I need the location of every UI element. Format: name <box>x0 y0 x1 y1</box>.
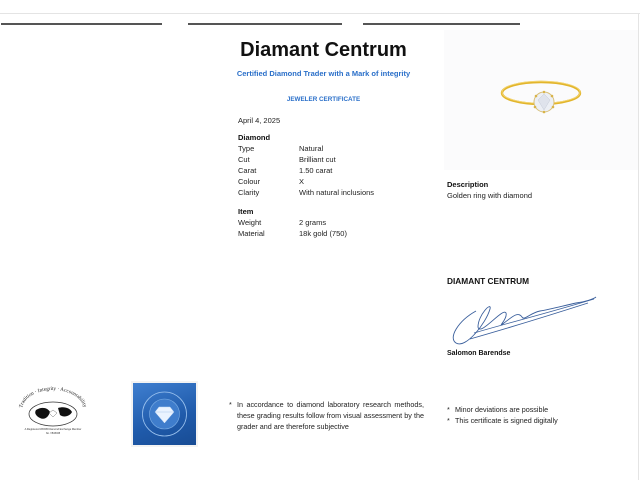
svg-text:No. VB15038: No. VB15038 <box>45 432 61 435</box>
row-value: With natural inclusions <box>299 188 375 197</box>
row-label: Weight <box>238 218 262 227</box>
bullet: * <box>447 416 450 425</box>
row-label: Colour <box>238 177 261 186</box>
divider-left <box>1 23 162 25</box>
page-top-border <box>0 13 640 14</box>
diamond-row-colour <box>238 177 428 188</box>
page-right-border <box>638 13 639 480</box>
document-type: JEWELER CERTIFICATE <box>286 96 361 103</box>
svg-text:Tradition · Integrity · Accoun: Tradition · Integrity · Accountability <box>18 385 88 409</box>
item-row-weight <box>238 218 428 229</box>
diamond-icon <box>133 383 196 445</box>
brand-title: Diamant Centrum <box>240 39 407 61</box>
row-label: Carat <box>238 166 257 175</box>
diamond-row-cut <box>238 155 428 166</box>
seal-background <box>133 383 196 445</box>
ring-photo <box>444 30 638 170</box>
bullet: * <box>447 405 450 414</box>
wfdb-member-logo <box>14 384 92 436</box>
section-title-item: Item <box>238 207 254 216</box>
diamond-row-clarity <box>238 188 428 199</box>
globe-emblem-icon <box>14 384 92 436</box>
row-value: Natural <box>299 144 324 153</box>
footnote-grading <box>229 399 424 432</box>
diamond-row-carat <box>238 166 428 177</box>
footnote-text: Minor deviations are possible <box>455 405 549 414</box>
footnote-item <box>447 416 558 427</box>
brand-tagline: Certified Diamond Trader with a Mark of integrity <box>236 69 411 78</box>
svg-text:A Registered WFDB Diamond Exch: A Registered WFDB Diamond Exchange Member <box>24 428 82 431</box>
footnotes-list <box>447 405 558 427</box>
item-row-material <box>238 229 428 240</box>
signature-scribble-icon <box>448 293 598 348</box>
row-label: Material <box>238 229 265 238</box>
description-text: Golden ring with diamond <box>447 191 533 200</box>
ring-icon <box>444 30 638 170</box>
signer-name: Salomon Barendse <box>447 350 511 357</box>
footnote-item <box>447 405 558 416</box>
signature-company: DIAMANT CENTRUM <box>447 276 530 286</box>
bullet: * <box>229 400 232 409</box>
row-label: Type <box>238 144 255 153</box>
row-value: Brilliant cut <box>299 155 336 164</box>
row-label: Clarity <box>238 188 260 197</box>
diamond-row-type <box>238 144 428 155</box>
footnote-text: In accordance to diamond laboratory research methods, these grading results follow from visual assessment by the grader and are therefore subjective <box>237 400 424 431</box>
diamond-bourse-seal <box>131 381 198 447</box>
footnote-text: This certificate is signed digitally <box>455 416 558 425</box>
row-value: 1.50 carat <box>299 166 333 175</box>
certificate-date: April 4, 2025 <box>238 116 281 125</box>
description-title: Description <box>447 180 489 189</box>
divider-center <box>188 23 342 25</box>
row-value: 18k gold (750) <box>299 229 347 238</box>
row-value: X <box>299 177 305 186</box>
divider-right <box>363 23 520 25</box>
section-title-diamond: Diamond <box>238 133 271 142</box>
row-label: Cut <box>238 155 250 164</box>
row-value: 2 grams <box>299 218 327 227</box>
